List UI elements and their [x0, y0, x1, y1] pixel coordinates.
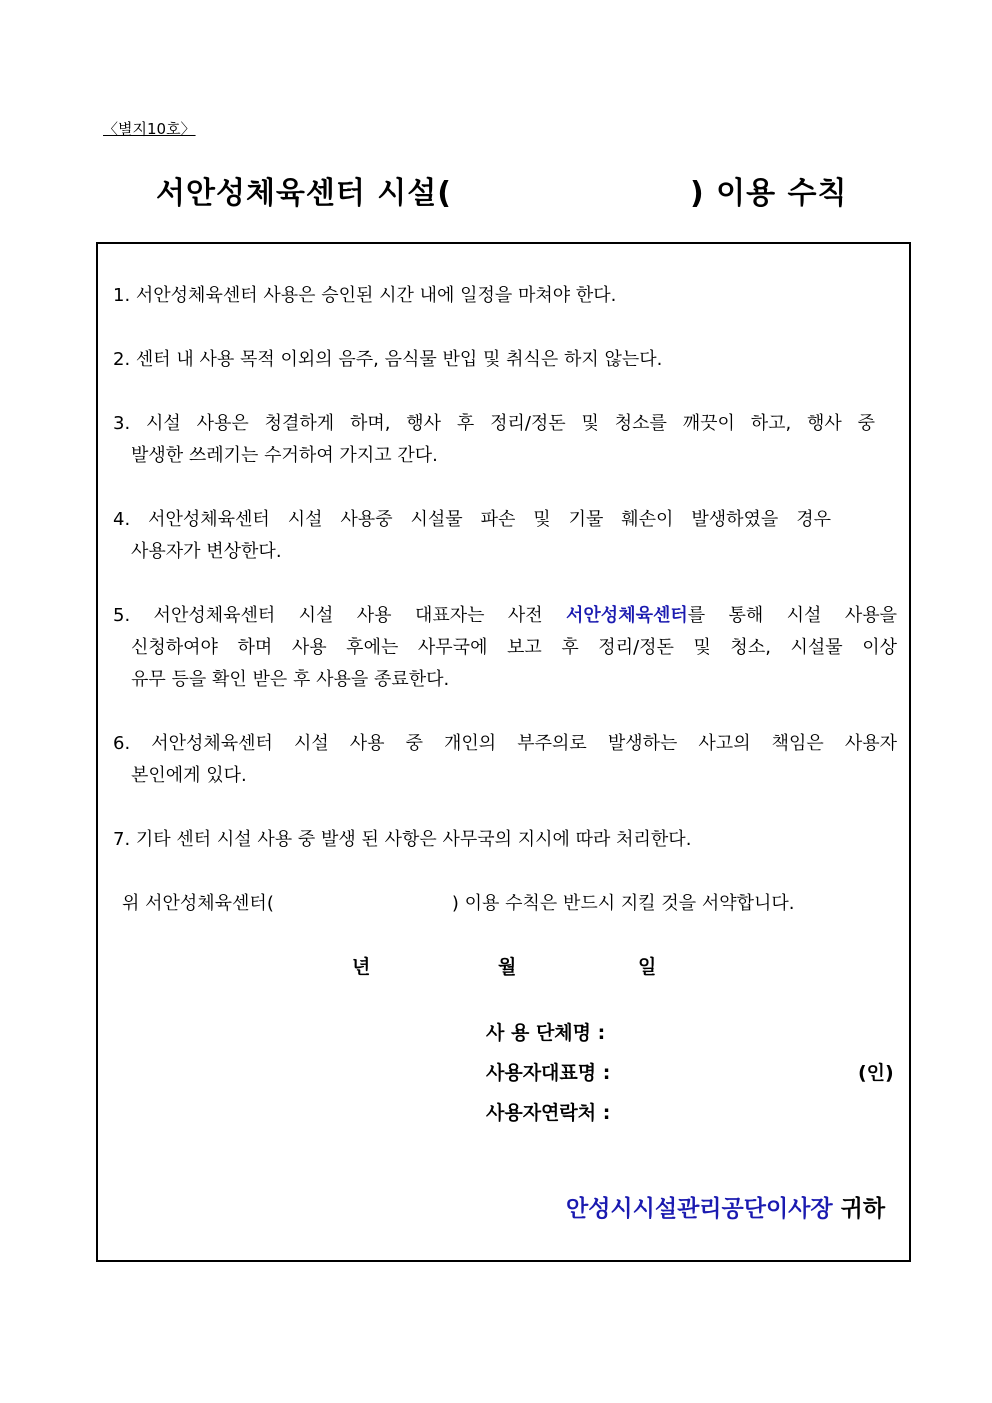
addressee-org: 안성시시설관리공단이사장 — [566, 1196, 833, 1222]
rule-3-line-1: 3. 시설 사용은 청결하게 하며, 행사 후 정리/정돈 및 청소를 깨끗이 하고, 행사 중 — [113, 413, 875, 434]
representative-label: 사용자대표명 : — [486, 1062, 611, 1084]
date-day: 일 — [638, 956, 657, 978]
rule-2 — [113, 344, 897, 376]
rule-5-highlight: 서안성체육센터 — [566, 605, 688, 626]
rule-6-line-1: 6. 서안성체육센터 시설 사용 중 개인의 부주의로 발생하는 사고의 책임은 사용자 — [113, 733, 897, 754]
rule-5-text-b: 를 통해 시설 사용을 — [687, 605, 897, 626]
rule-4-line-2: 사용자가 변상한다. — [131, 541, 282, 562]
rule-6 — [113, 728, 897, 792]
date-month: 월 — [498, 956, 517, 978]
title-left: 서안성체육센터 시설( — [156, 176, 452, 211]
title-blank — [452, 168, 690, 212]
rule-5 — [113, 600, 897, 696]
form-number: 〈별지10호〉 — [103, 120, 196, 138]
rule-3-line-2: 발생한 쓰레기는 수거하여 가지고 간다. — [131, 445, 438, 466]
rule-5-line-1 — [113, 600, 897, 632]
date-year: 년 — [352, 956, 371, 978]
page-title — [156, 168, 866, 212]
rule-7 — [113, 824, 897, 856]
title-right: ) 이용 수칙 — [689, 176, 848, 211]
seal-mark: (인) — [858, 1062, 894, 1084]
pledge-left: 위 서안성체육센터( — [122, 893, 274, 914]
addressee-suffix: 귀하 — [832, 1196, 886, 1222]
rule-5-line-2: 신청하여야 하며 사용 후에는 사무국에 보고 후 정리/정돈 및 청소, 시설물 이상 — [131, 637, 897, 658]
pledge-statement — [122, 888, 890, 920]
rule-2-line-1: 2. 센터 내 사용 목적 이외의 음주, 음식물 반입 및 취식은 하지 않는다. — [113, 349, 663, 370]
rule-5-text-a: 5. 서안성체육센터 시설 사용 대표자는 사전 — [113, 605, 567, 626]
rule-7-line-1: 7. 기타 센터 시설 사용 중 발생 된 사항은 사무국의 지시에 따라 처리한다. — [113, 829, 692, 850]
rule-1 — [113, 280, 897, 312]
rule-6-line-2: 본인에게 있다. — [131, 765, 247, 786]
rule-5-line-3: 유무 등을 확인 받은 후 사용을 종료한다. — [131, 669, 450, 690]
contact-label: 사용자연락처 : — [486, 1102, 611, 1124]
pledge-right: ) 이용 수칙은 반드시 지킬 것을 서약합니다. — [451, 893, 795, 914]
rule-1-line-1: 1. 서안성체육센터 사용은 승인된 시간 내에 일정을 마쳐야 한다. — [113, 285, 617, 306]
rule-4 — [113, 504, 831, 568]
group-name-label: 사 용 단체명 : — [486, 1022, 606, 1044]
addressee — [566, 1190, 885, 1223]
rule-3 — [113, 408, 875, 472]
rule-4-line-1: 4. 서안성체육센터 시설 사용중 시설물 파손 및 기물 훼손이 발생하였을 경우 — [113, 509, 831, 530]
pledge-blank — [274, 888, 452, 920]
